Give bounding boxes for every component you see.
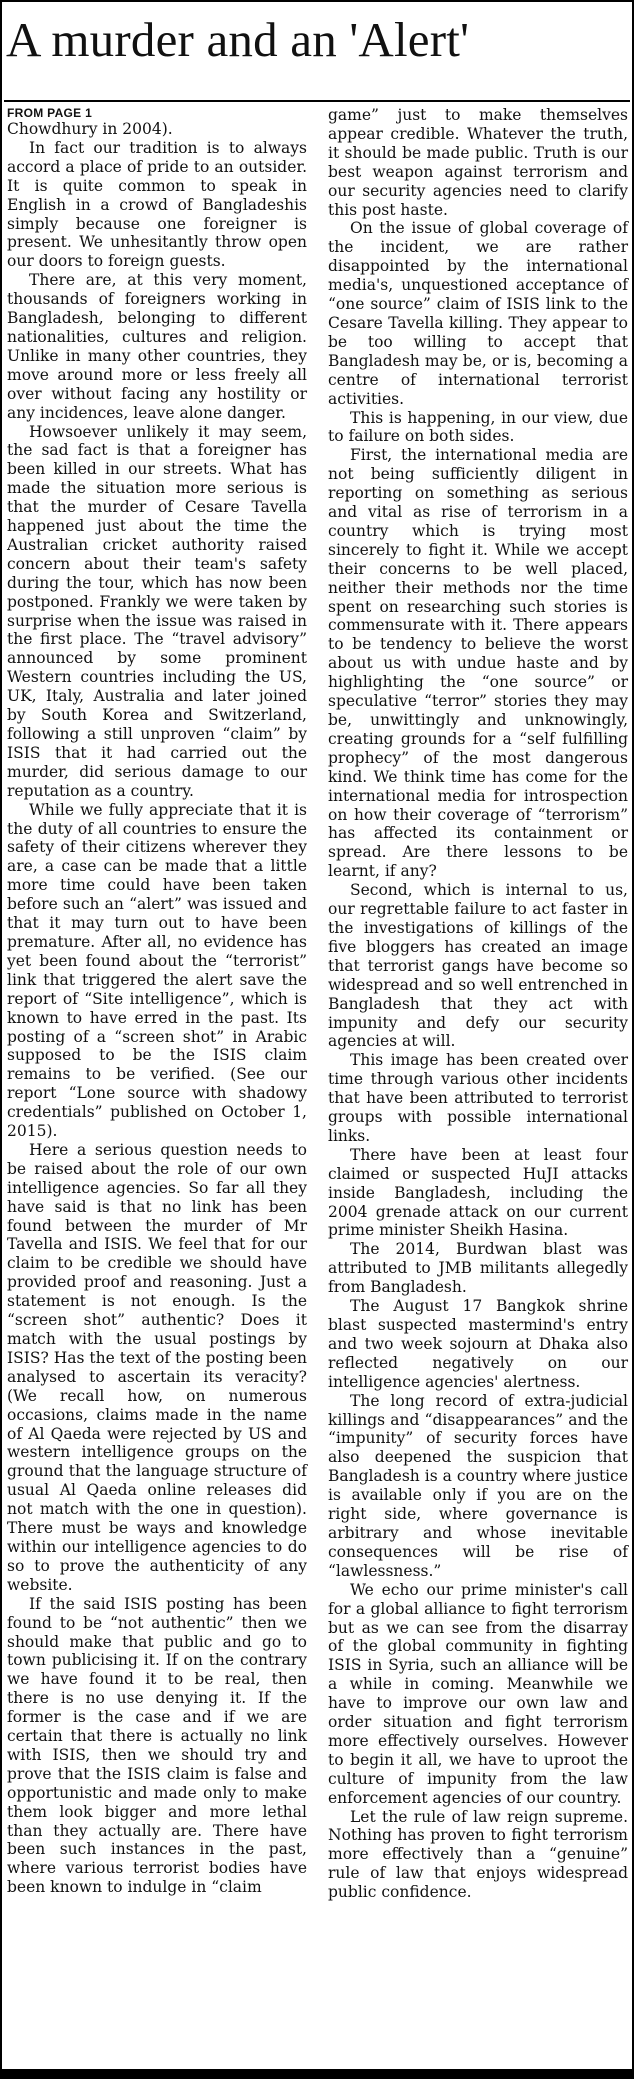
paragraph: First, the international media are not being sufficiently diligent in reporting on something as serious and vital as rise of terrorism in a country which is trying most sincerely to fight it. While we accept their concerns to be well placed, neither their methods nor the time spent on researching such stories is commensurate with it. There appears to be tendency to believe the worst about us with undue haste and by highlighting the “one source” or speculative “terror” stories they may be, unwittingly and unknowingly, creating grounds for a “self fulfilling prophecy” of the most dangerous kind. We think time has come for the international media for introspection on how their coverage of “terrorism” has affected its containment or spread. Are there lessons to be learnt, if any?: [328, 446, 628, 881]
paragraph: We echo our prime minister's call for a global alliance to fight terrorism but as we can see from the disarray of the global community in fighting ISIS in Syria, such an alliance will be a while in coming. Meanwhile we have to improve our own law and order situation and fight terrorism more effectively ourselves. However to begin it all, we have to uproot the culture of impunity from the law enforcement agencies of our country.: [328, 1580, 628, 1807]
paragraph: The long record of extra-judicial killings and “disappearances” and the “impunity” of security forces have also deepened the suspicion that Bangladesh is a country where justice is available only if you are on the right side, where governance is arbitrary and whose inevitable consequences will be rise of “lawlessness.”: [328, 1391, 628, 1580]
paragraph: Howsoever unlikely it may seem, the sad fact is that a foreigner has been killed in our streets. What has made the situation more serious is that the murder of Cesare Tavella happened just about the time the Australian cricket authority raised concern about their team's safety during the tour, which has now been postponed. Frankly we were taken by surprise when the issue was raised in the first place. The “travel advisory” announced by some prominent Western countries including the US, UK, Italy, Australia and later joined by South Korea and Switzerland, following a still unproven “claim” by ISIS that it had carried out the murder, did serious damage to our reputation as a country.: [7, 422, 307, 800]
paragraph: On the issue of global coverage of the incident, we are rather disappointed by the international media's, unquestioned acceptance of “one source” claim of ISIS link to the Cesare Tavella killing. They appear to be too willing to accept that Bangladesh may be, or is, becoming a centre of international terrorist activities.: [328, 219, 628, 408]
right-column: [328, 106, 628, 1902]
headline: A murder and an 'Alert': [6, 12, 470, 67]
paragraph: While we fully appreciate that it is the duty of all countries to ensure the safety of their citizens wherever they are, a case can be made that a little more time could have been taken before such an “alert” was issued and that it may turn out to have been premature. After all, no evidence has yet been found about the “terrorist” link that triggered the alert save the report of “Site intelligence”, which is known to have erred in the past. Its posting of a “screen shot” in Arabic supposed to be the ISIS claim remains to be verified. (See our report “Lone source with shadowy credentials” published on October 1, 2015).: [7, 800, 307, 1141]
paragraph: Chowdhury in 2004).: [7, 120, 173, 138]
paragraph: There have been at least four claimed or suspected HuJI attacks inside Bangladesh, including the 2004 grenade attack on our current prime minister Sheikh Hasina.: [328, 1145, 628, 1240]
headline-rule: [4, 100, 630, 102]
left-column: [7, 106, 307, 1897]
paragraph: This image has been created over time through various other incidents that have been attributed to terrorist groups with possible international links.: [328, 1051, 628, 1145]
bottom-border-bar: [2, 2069, 634, 2079]
paragraph: If the said ISIS posting has been found to be “not authentic” then we should make that public and go to town publicising it. If on the contrary we have found it to be real, then there is no use denying it. If the former is the case and if we are certain that there is actually no link with ISIS, then we should try and prove that the ISIS claim is false and opportunistic and made only to make them look bigger and more lethal than they actually are. There have been such instances in the past, where various terrorist bodies have been known to indulge in “claim: [7, 1594, 307, 1897]
paragraph: The August 17 Bangkok shrine blast suspected mastermind's entry and two week sojourn at Dhaka also reflected negatively on our intelligence agencies' alertness.: [328, 1297, 628, 1391]
paragraph: game” just to make themselves appear credible. Whatever the truth, it should be made public. Truth is our best weapon against terrorism and our security agencies need to clarify this post haste.: [328, 106, 628, 219]
paragraph: Let the rule of law reign supreme. Nothing has proven to fight terrorism more effectively than a “genuine” rule of law that enjoys widespread public confidence.: [328, 1807, 628, 1902]
paragraph: In fact our tradition is to always accord a place of pride to an outsider. It is quite common to speak in English in a crowd of Bangladeshis simply because one foreigner is present. We unhesitantly throw open our doors to foreign guests.: [7, 138, 307, 271]
paragraph: Second, which is internal to us, our regrettable failure to act faster in the investigations of killings of the five bloggers has created an image that terrorist gangs have become so widespread and so well entrenched in Bangladesh that they act with impunity and defy our security agencies at will.: [328, 881, 628, 1051]
paragraph: There are, at this very moment, thousands of foreigners working in Bangladesh, belonging to different nationalities, cultures and religion. Unlike in many other countries, they move around more or less freely all over without facing any hostility or any incidences, leave alone danger.: [7, 271, 307, 422]
paragraph: This is happening, in our view, due to failure on both sides.: [328, 408, 628, 446]
paragraph: The 2014, Burdwan blast was attributed to JMB militants allegedly from Bangladesh.: [328, 1240, 628, 1297]
from-page-label: FROM PAGE 1: [7, 106, 93, 120]
paragraph: Here a serious question needs to be raised about the role of our own intelligence agencies. So far all they have said is that no link has been found between the murder of Mr Tavella and ISIS. We feel that for our claim to be credible we should have provided proof and reasoning. Just a statement is not enough. Is the “screen shot” authentic? Does it match with the usual postings by ISIS? Has the text of the posting been analysed to ascertain its veracity? (We recall how, on numerous occasions, claims made in the name of Al Qaeda were rejected by US and western intelligence groups on the ground that the language structure of usual Al Qaeda online releases did not match with the one in question). There must be ways and knowledge within our intelligence agencies to do so to prove the authenticity of any website.: [7, 1140, 307, 1594]
